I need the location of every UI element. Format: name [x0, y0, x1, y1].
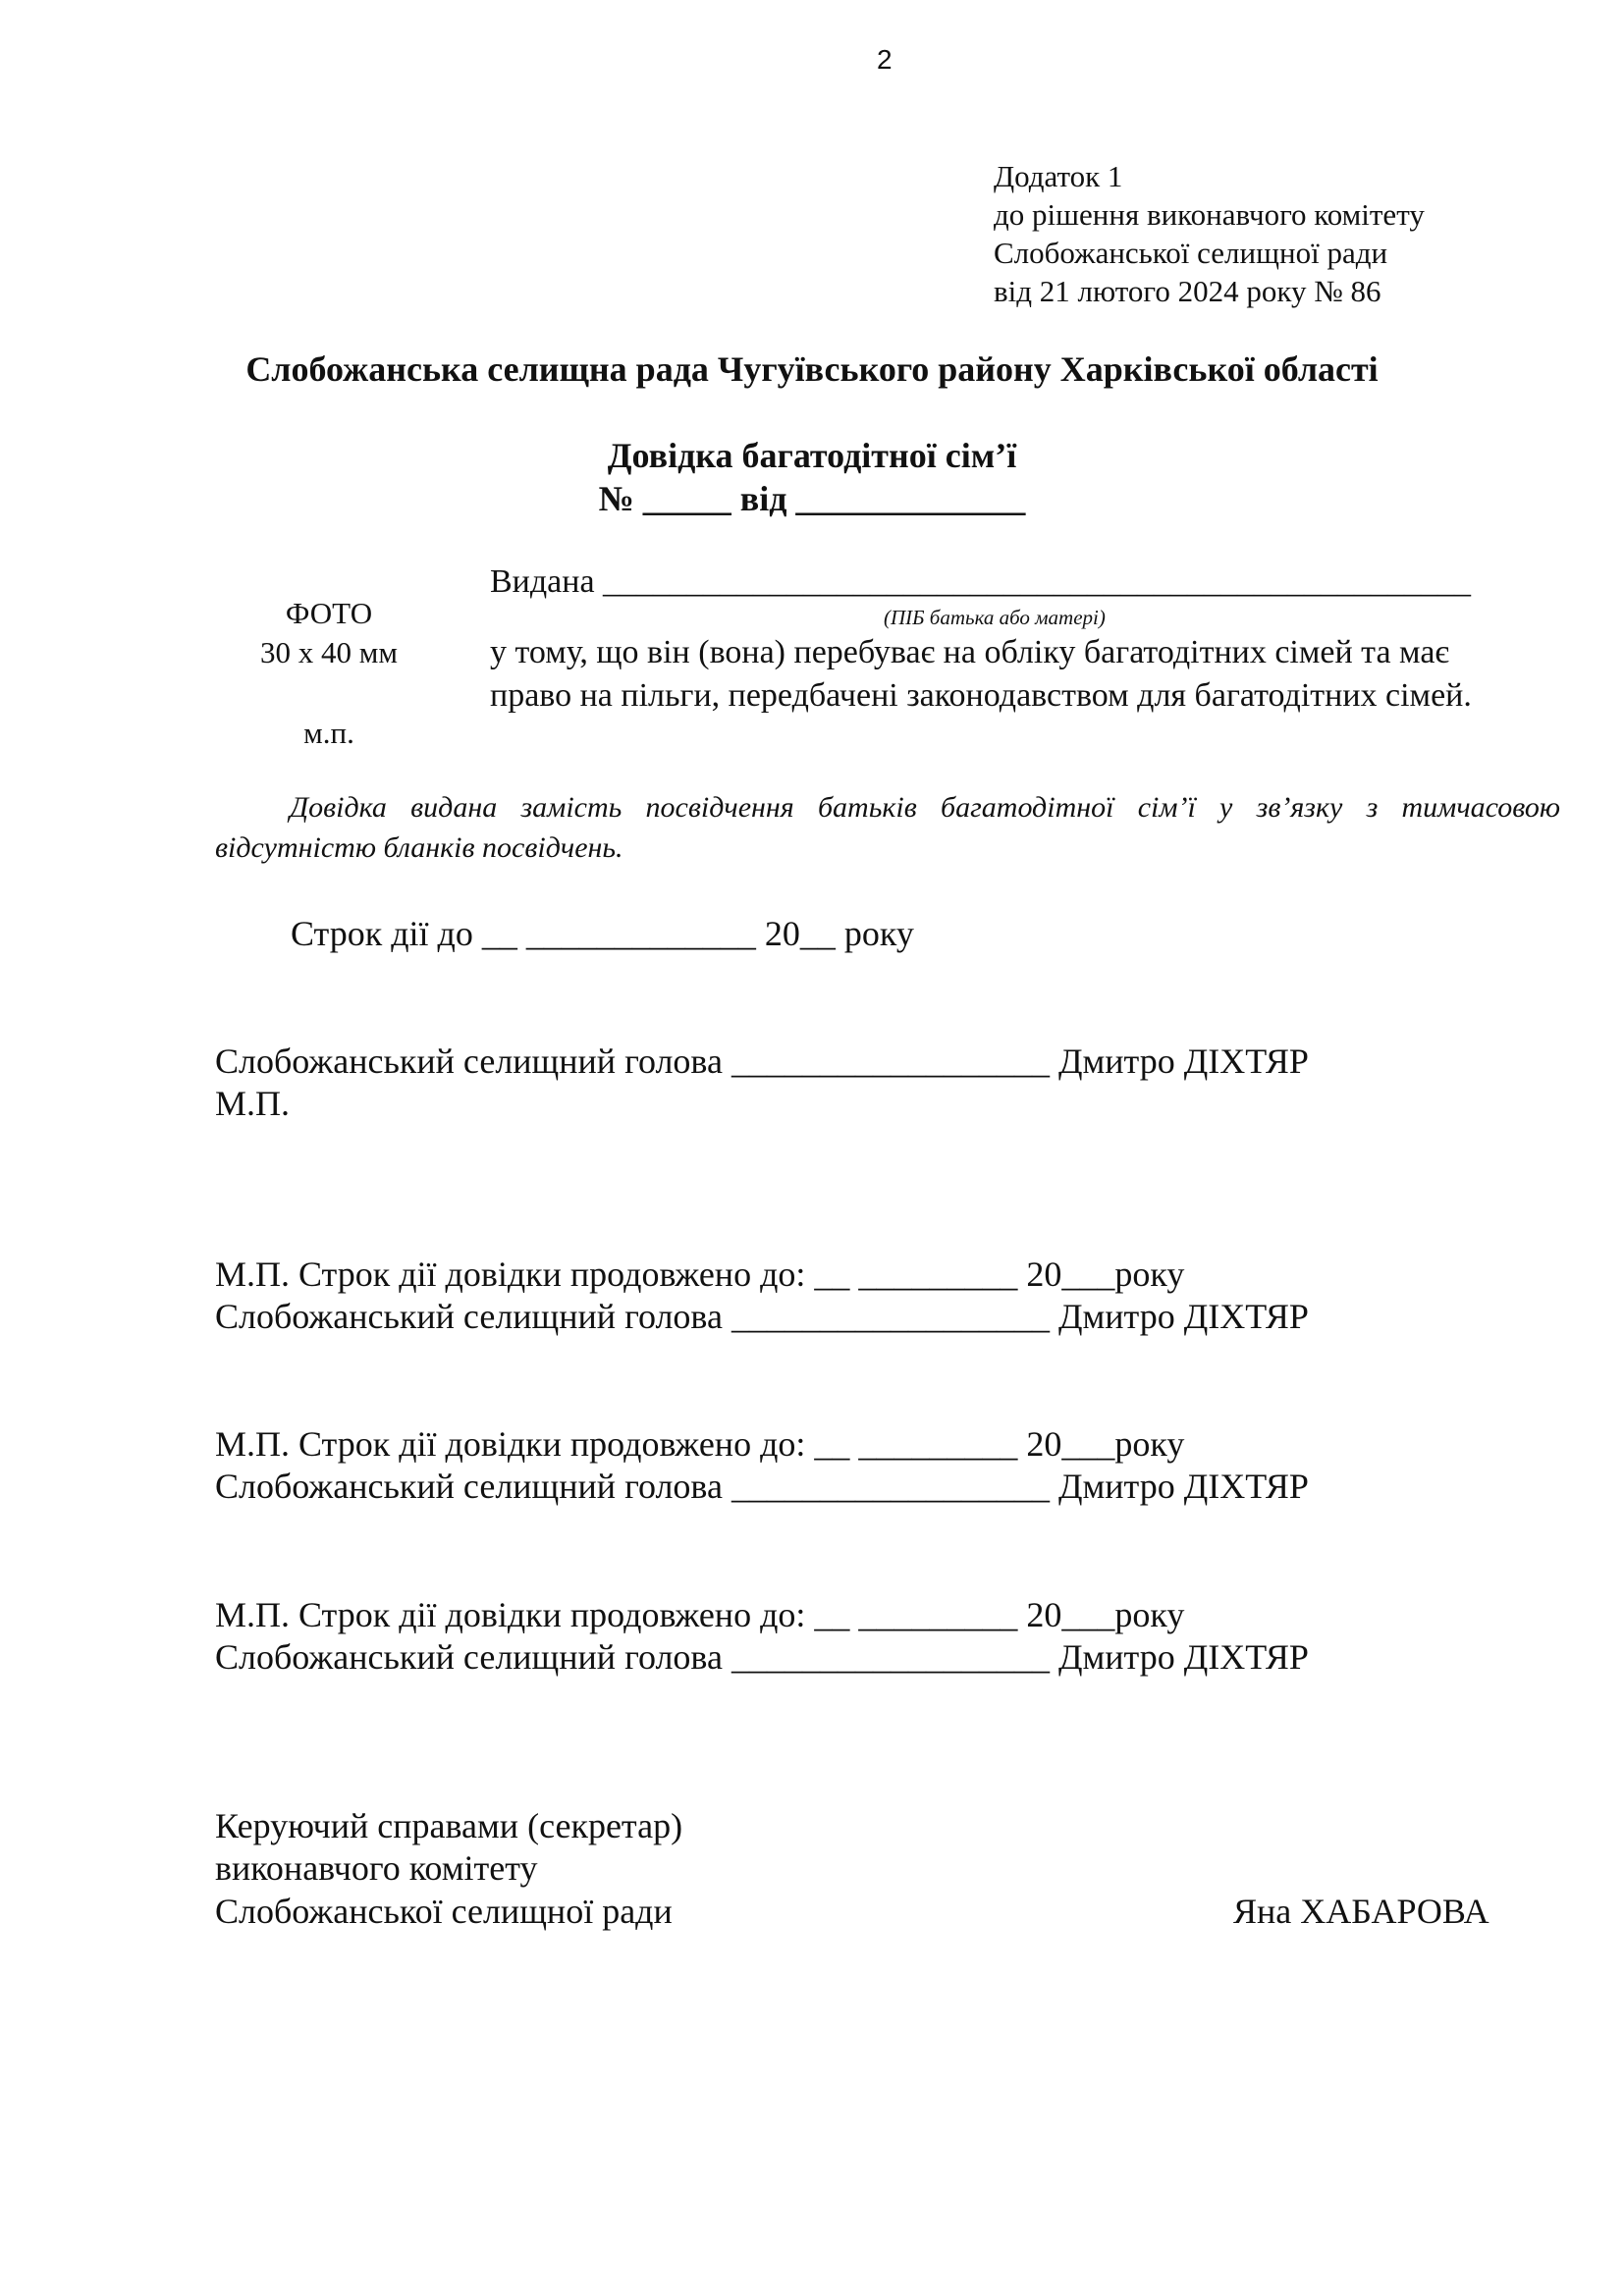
extension-signature-line: Слобожанський селищний голова __________________ Дмитро ДІХТЯР [215, 1637, 1309, 1677]
extension-line: М.П. Строк дії довідки продовжено до: __ _________ 20___року [215, 1595, 1185, 1634]
appendix-line: від 21 лютого 2024 року № 86 [994, 274, 1381, 308]
document-title: Довідка багатодітної сім’ї [607, 436, 1017, 475]
issued-to-line: Видана ____________________________________________________ [490, 563, 1472, 600]
extension-line: М.П. Строк дії довідки продовжено до: __ _________ 20___року [215, 1255, 1185, 1294]
appendix-block [994, 157, 1425, 310]
head-signature-line: Слобожанський селищний голова __________________ Дмитро ДІХТЯР [215, 1041, 1309, 1081]
issued-text-line: у тому, що він (вона) перебуває на обліку багатодітних сімей та має [490, 634, 1450, 670]
council-title: Слобожанська селищна рада Чугуївського району Харківської області [245, 349, 1379, 389]
validity-line: Строк дії до __ _____________ 20__ року [291, 914, 914, 953]
appendix-line: до рішення виконавчого комітету [994, 197, 1425, 232]
issued-text-line: право на пільги, передбачені законодавством для багатодітних сімей. [490, 677, 1472, 714]
document-number-line: № _____ від _____________ [598, 479, 1026, 518]
photo-size: 30 х 40 мм [260, 635, 398, 669]
appendix-line: Слобожанської селищної ради [994, 236, 1388, 270]
secretary-line: виконавчого комітету [215, 1848, 538, 1888]
appendix-line: Додаток 1 [994, 159, 1123, 193]
stamp-label: м.п. [303, 716, 354, 750]
italic-note: Довідка видана замість посвідчення батьків багатодітної сім’ї у зв’язку з тимчасовою відсутністю бланків посвідчень. [215, 791, 1560, 864]
photo-label: ФОТО [285, 596, 373, 630]
photo-placeholder [216, 594, 442, 753]
secretary-line: Керуючий справами (секретар) [215, 1806, 683, 1845]
extension-signature-line: Слобожанський селищний голова __________________ Дмитро ДІХТЯР [215, 1467, 1309, 1506]
stamp-label: М.П. [215, 1084, 291, 1123]
secretary-line: Слобожанської селищної ради [215, 1892, 673, 1931]
page-number: 2 [877, 44, 893, 75]
issued-to-note: (ПІБ батька або матері) [884, 606, 1106, 629]
extension-line: М.П. Строк дії довідки продовжено до: __ _________ 20___року [215, 1424, 1185, 1464]
extension-signature-line: Слобожанський селищний голова __________________ Дмитро ДІХТЯР [215, 1297, 1309, 1336]
secretary-name: Яна ХАБАРОВА [1233, 1892, 1489, 1931]
